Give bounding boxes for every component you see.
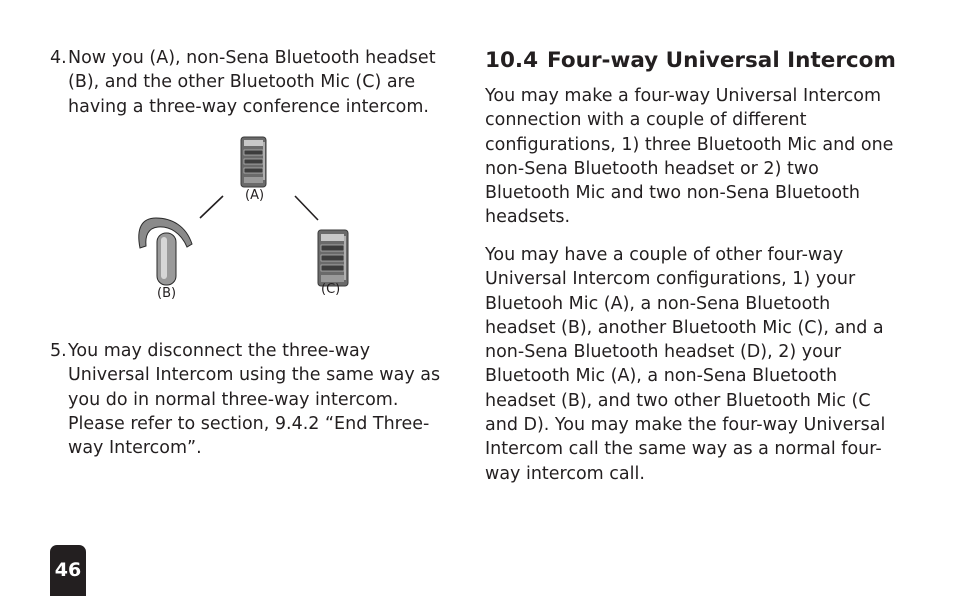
section-title: Four-way Universal Intercom	[547, 48, 896, 73]
section-heading	[485, 47, 925, 75]
bluetooth-mic-icon	[241, 137, 266, 187]
three-way-intercom-diagram	[120, 130, 380, 310]
step-4	[50, 46, 450, 119]
section-number: 10.4	[485, 48, 539, 73]
bluetooth-headset-icon	[139, 218, 192, 285]
step-number: 5.	[50, 341, 67, 361]
connector-a-b	[200, 196, 223, 218]
step-text: Now you (A), non-Sena Bluetooth headset (B), and the other Bluetooth Mic (C) are having a three-way conference intercom.	[68, 48, 436, 117]
bluetooth-mic-icon	[318, 230, 348, 286]
label-a: (A)	[245, 188, 265, 203]
label-c: (C)	[321, 282, 341, 297]
step-text: You may disconnect the three-way Universal Intercom using the same way as you do in normal three-way intercom. Please refer to section, 9.4.2 “End Three-way Intercom”.	[68, 341, 441, 459]
diagram-graphic	[120, 130, 380, 310]
connector-a-c	[295, 196, 318, 220]
paragraph: You may make a four-way Universal Intercom connection with a couple of different configurations, 1) three Bluetooth Mic and one non-Sena Bluetooth headset or 2) two Bluetooth Mic and two non-Sena Bluetooth headsets.	[485, 86, 894, 228]
step-number: 4.	[50, 48, 67, 68]
step-5	[50, 339, 450, 460]
page-number: 46	[50, 545, 86, 596]
paragraph: You may have a couple of other four-way Universal Intercom configurations, 1) your Bluetooh Mic (A), a non-Sena Bluetooth headset (B), another Bluetooth Mic (C), and a non-Sena Bluetooth headset (D), 2) your Bluetooth Mic (A), a non-Sena Bluetooth headset (B), and two other Bluetooth Mic (C and D). You may make the four-way Universal Intercom call the same way as a normal four-way intercom call.	[485, 245, 886, 484]
label-b: (B)	[157, 286, 177, 301]
